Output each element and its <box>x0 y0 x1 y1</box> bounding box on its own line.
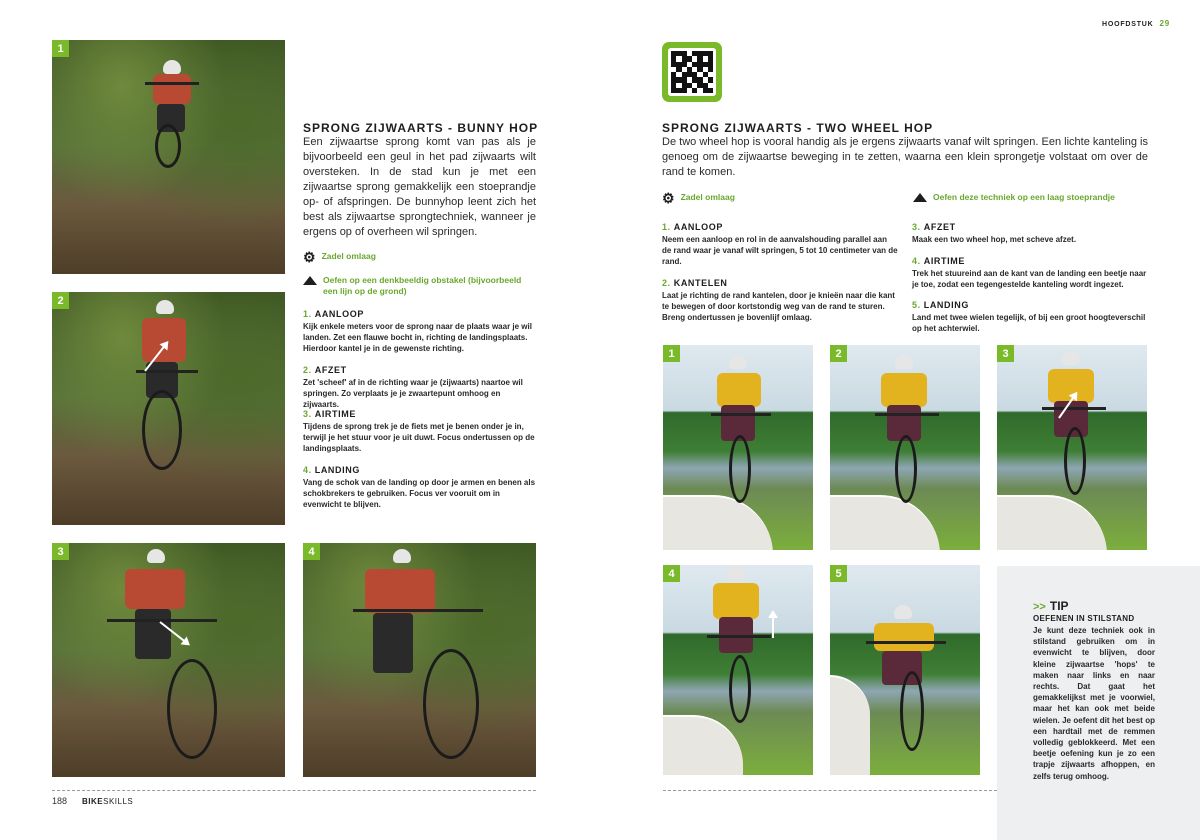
gear-icon: ⚙ <box>662 190 675 206</box>
step-heading: AIRTIME <box>314 409 356 419</box>
intro-paragraph: De two wheel hop is vooral handig als je ergens zijwaarts vanaf wilt springen. Een lichte kanteling is genoeg om de zijwaartse beweging in te zetten, waarna een klein sprongetje volstaat om over de rand te komen. <box>662 136 1148 178</box>
photo-number: 4 <box>303 543 320 560</box>
tip-body: Je kunt deze techniek ook in stilstand gebruiken om in evenwicht te blijven, door kleine zijwaartse 'hops' te maken naar links en naar rechts. Dat gaat het gemakkelijkst met je voorwiel, maar het kan ook met beide wielen. Je oefent dit het best op een hardtail met de remmen volledig geblokkeerd. Met een beetje oefening kun je zo een trapje zijwaarts afhoppen, en zelfs terug omhoog. <box>1033 626 1155 781</box>
brand-rest: SKILLS <box>103 797 134 806</box>
qr-pattern <box>668 48 716 96</box>
brand-bold: BIKE <box>82 797 104 806</box>
step-1 <box>303 309 536 354</box>
tip-title <box>1033 599 1069 613</box>
photo-2-two-wheel-hop <box>830 345 980 550</box>
step-body: Trek het stuureind aan de kant van de landing een beetje naar je toe, zodat een tegengestelde kanteling wordt ingezet. <box>912 269 1147 289</box>
cue-practice <box>303 275 536 297</box>
step-heading: AANLOOP <box>673 222 723 232</box>
step-heading: AIRTIME <box>923 256 965 266</box>
page-number: 188 <box>52 796 68 806</box>
step-number: 5. <box>912 300 921 310</box>
tip-subtitle: OEFENEN IN STILSTAND <box>1033 614 1135 623</box>
photo-number: 5 <box>830 565 847 582</box>
intro-paragraph: Een zijwaartse sprong komt van pas als je bijvoorbeeld een geul in het pad zijwaarts wilt oversteken. In de stad kun je met een zijwaartse sprong gemakkelijk een stoeprandje op- of afspringen. De bunnyhop leent zich het best als zijwaartse sprongtechniek, wanneer je ergens op of overheen wil springen. <box>303 136 536 238</box>
step-body: Tijdens de sprong trek je de fiets met je benen onder je in, terwijl je het stuur voor je uit duwt. Focus ondertussen op de landingsplaats. <box>303 422 535 453</box>
photo-number: 3 <box>52 543 69 560</box>
step-3 <box>303 409 536 454</box>
step-2 <box>303 365 536 410</box>
step-number: 3. <box>912 222 921 232</box>
step-body: Land met twee wielen tegelijk, of bij een groot hoogteverschil op het achterwiel. <box>912 313 1146 333</box>
step-body: Maak een two wheel hop, met scheve afzet. <box>912 235 1077 244</box>
footer-rule <box>52 790 536 791</box>
chevron-right-icon: >> <box>1033 601 1046 613</box>
direction-arrow <box>772 612 774 638</box>
photo-3-bunny-hop-airtime <box>52 543 285 777</box>
photo-4-bunny-hop-landing <box>303 543 536 777</box>
cue-text: Zadel omlaag <box>680 192 735 202</box>
step-body: Laat je richting de rand kantelen, door je knieën naar die kant te bewegen of door kortstondig weg van de rand te sturen. Breng ondertussen je bovenlijf omlaag. <box>662 291 895 322</box>
running-header <box>1102 19 1170 28</box>
page-number: 29 <box>1159 19 1170 28</box>
step-heading: AFZET <box>314 365 347 375</box>
step-heading: AANLOOP <box>314 309 364 319</box>
section-title: SPRONG ZIJWAARTS - TWO WHEEL HOP <box>662 121 934 135</box>
cue-text: Zadel omlaag <box>321 251 376 261</box>
step-3 <box>912 222 1148 245</box>
step-heading: KANTELEN <box>673 278 728 288</box>
mountain-icon <box>303 276 317 285</box>
step-number: 4. <box>912 256 921 266</box>
photo-3-two-wheel-hop <box>997 345 1147 550</box>
cue-saddle <box>303 251 536 263</box>
step-number: 3. <box>303 409 312 419</box>
step-body: Zet 'scheef' af in de richting waar je (zijwaarts) naartoe wil springen. Zo verplaats je je zwaartepunt omhoog en zijwaarts. <box>303 378 523 409</box>
photo-number: 4 <box>663 565 680 582</box>
step-body: Vang de schok van de landing op door je armen en benen als schokbrekers te gebruiken. Focus ver vooruit om in evenwicht te blijven. <box>303 478 536 509</box>
step-1 <box>662 222 898 267</box>
photo-number: 2 <box>52 292 69 309</box>
cue-text: Oefen deze techniek op een laag stoeprandje <box>933 192 1115 202</box>
step-number: 1. <box>662 222 671 232</box>
mountain-icon <box>913 193 927 202</box>
tip-box <box>997 566 1200 840</box>
gear-icon: ⚙ <box>303 249 316 265</box>
step-4 <box>912 256 1148 290</box>
photo-number: 1 <box>52 40 69 57</box>
photo-4-two-wheel-hop <box>663 565 813 775</box>
cue-practice <box>913 192 1153 203</box>
photo-number: 3 <box>997 345 1014 362</box>
step-number: 2. <box>303 365 312 375</box>
photo-number: 2 <box>830 345 847 362</box>
step-number: 1. <box>303 309 312 319</box>
section-title: SPRONG ZIJWAARTS - BUNNY HOP <box>303 121 539 135</box>
qr-code[interactable] <box>662 42 722 102</box>
step-heading: LANDING <box>314 465 360 475</box>
cue-saddle <box>662 192 862 204</box>
step-heading: LANDING <box>923 300 969 310</box>
right-page <box>600 0 1200 840</box>
photo-number: 1 <box>663 345 680 362</box>
step-number: 2. <box>662 278 671 288</box>
photo-2-bunny-hop-takeoff <box>52 292 285 525</box>
step-body: Kijk enkele meters voor de sprong naar de plaats waar je wil landen. Zet een flauwe bocht in, richting de landingsplaats. Hierdoor kantel je in de gewenste richting. <box>303 322 532 353</box>
cue-text: Oefen op een denkbeeldig obstakel (bijvoorbeeld een lijn op de grond) <box>323 275 522 296</box>
step-number: 4. <box>303 465 312 475</box>
photo-1-two-wheel-hop <box>663 345 813 550</box>
photo-5-two-wheel-hop <box>830 565 980 775</box>
step-4 <box>303 465 536 510</box>
footer-rule <box>663 790 997 791</box>
step-5 <box>912 300 1148 334</box>
step-heading: AFZET <box>923 222 956 232</box>
brand-logo <box>82 797 133 806</box>
step-2 <box>662 278 898 323</box>
chapter-label: HOOFDSTUK <box>1101 21 1154 28</box>
tip-heading: TIP <box>1049 599 1069 613</box>
photo-1-bunny-hop-approach <box>52 40 285 274</box>
step-body: Neem een aanloop en rol in de aanvalshouding parallel aan de rand waar je vanaf wilt springen, 5 tot 10 centimeter van de rand. <box>662 235 898 266</box>
